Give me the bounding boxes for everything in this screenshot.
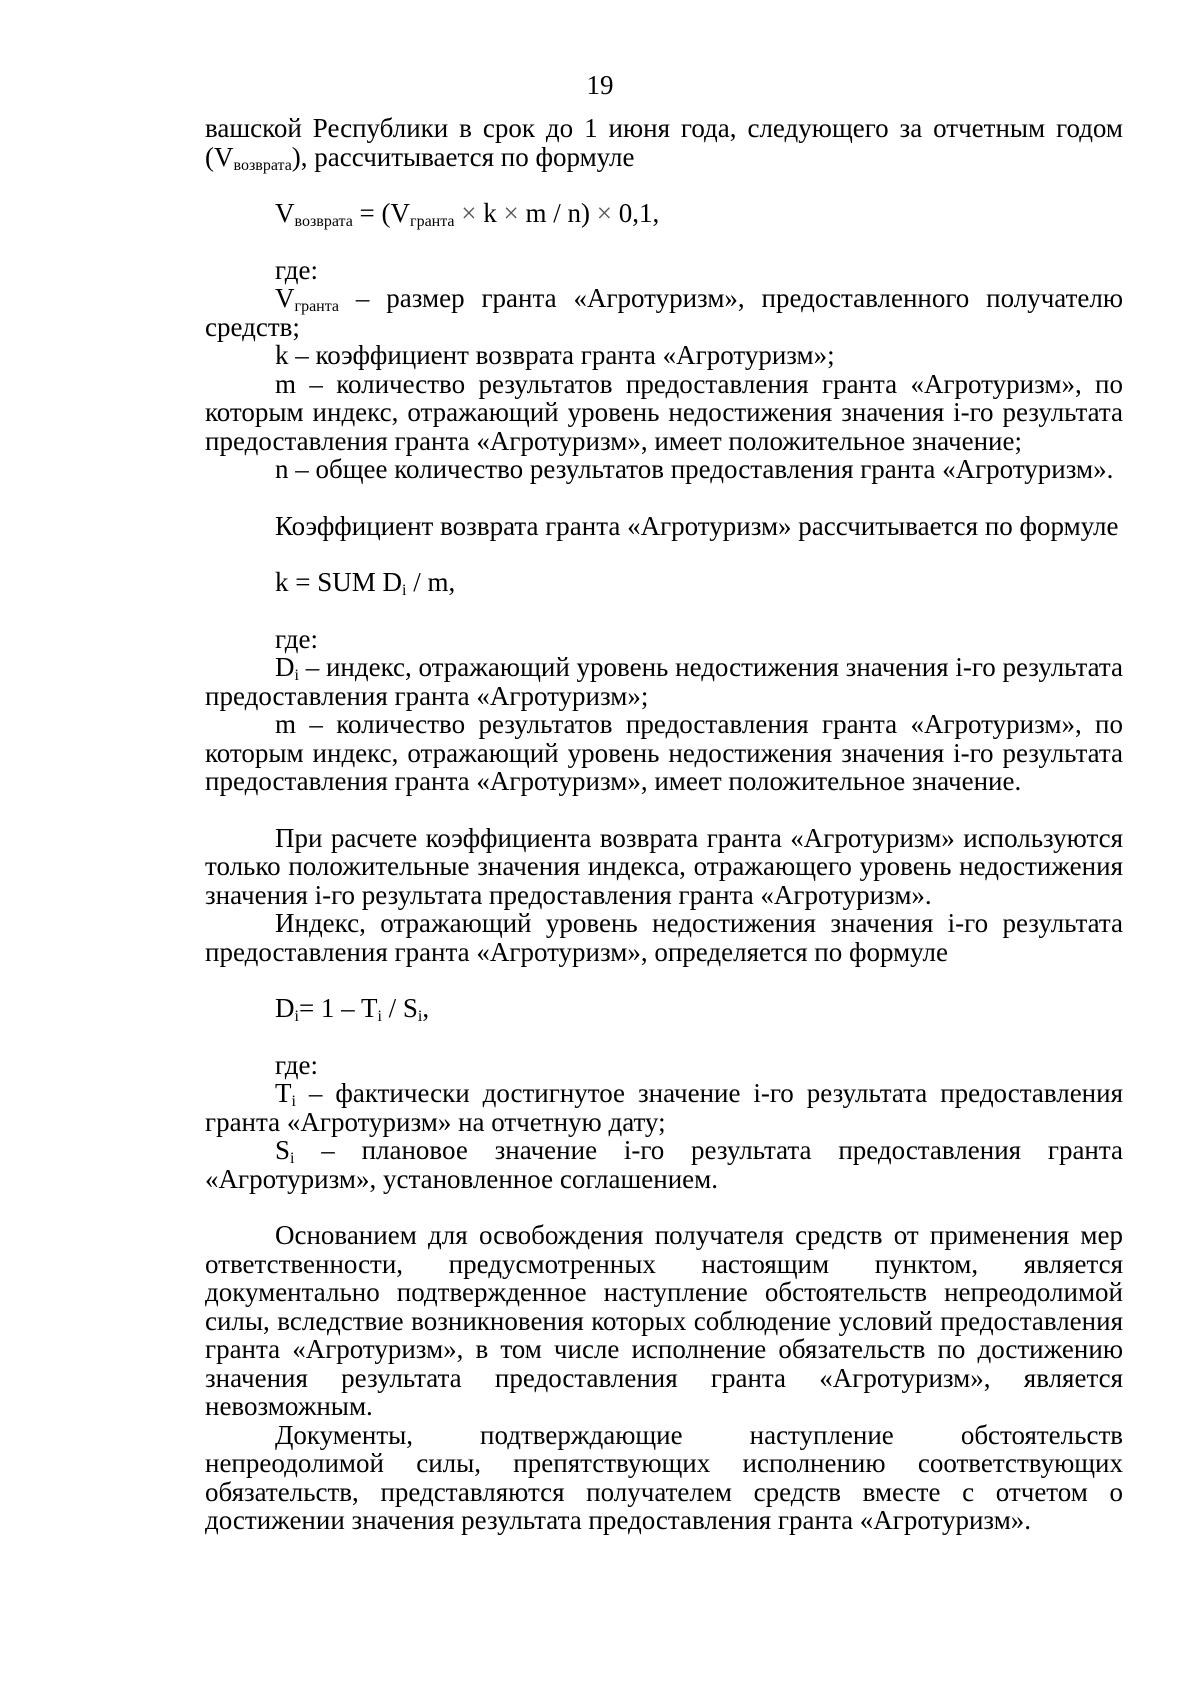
t-definition bbox=[205, 1079, 1123, 1136]
d-subscript: i bbox=[294, 667, 299, 684]
s-symbol: S bbox=[275, 1135, 291, 1165]
vgrant-text: – размер гранта «Агротуризм», предоставленного получателю средств; bbox=[205, 283, 1123, 342]
where-label-3: где: bbox=[275, 1049, 318, 1080]
coefficient-intro: Коэффициент возврата гранта «Агротуризм» рассчитывается по формуле bbox=[275, 510, 1119, 541]
intro-paragraph bbox=[205, 113, 1123, 174]
k-definition: k – коэффициент возврата гранта «Агротуризм»; bbox=[275, 340, 835, 370]
where-label-1: где: bbox=[275, 254, 318, 285]
m-definition-1: m – количество результатов предоставления гранта «Агротуризм», по которым индекс, отражающий уровень недостижения значения i-го результата предоставления гранта «Агротуризм», имеет положительное значение; bbox=[205, 368, 1123, 456]
formula3-t-subscript: i bbox=[377, 1008, 382, 1025]
formula3-d-subscript: i bbox=[294, 1008, 299, 1025]
formula-return-amount bbox=[205, 199, 1123, 228]
formula1-times-3: × bbox=[590, 198, 619, 228]
formula-index bbox=[205, 994, 1123, 1023]
t-subscript: i bbox=[291, 1093, 296, 1110]
positive-values-paragraph: При расчете коэффициента возврата гранта «Агротуризм» используются только положительные значения индекса, отражающего уровень недостижения значения i-го результата предоставления гранта «Агротуризм». bbox=[205, 822, 1123, 910]
formula2-tail: / m, bbox=[406, 567, 456, 597]
index-paragraph: Индекс, отражающий уровень недостижения значения i-го результата предоставления гранта «Агротуризм», определяется по формуле bbox=[205, 908, 1123, 967]
documents-paragraph: Документы, подтверждающие наступление обстоятельств непреодолимой силы, препятствующих исполнению соответствующих обязательств, представляются получателем средств вместе с отчетом о достижении значения результата предоставления гранта «Агротуризм». bbox=[205, 1419, 1123, 1535]
formula3-mid: = 1 – T bbox=[298, 993, 378, 1023]
s-subscript: i bbox=[290, 1150, 295, 1167]
formula1-tail: 0,1, bbox=[618, 198, 660, 228]
formula1-v-subscript: возврата bbox=[294, 213, 353, 230]
d-symbol: D bbox=[275, 652, 295, 682]
intro-tail: ), рассчитывается по формуле bbox=[291, 141, 635, 172]
formula-coefficient bbox=[205, 568, 1123, 597]
formula1-times-2: × bbox=[496, 198, 526, 228]
formula1-grant-subscript: гранта bbox=[410, 213, 455, 230]
formula1-eq: = (V bbox=[352, 198, 411, 228]
page-number: 19 bbox=[586, 70, 614, 100]
document-body bbox=[205, 114, 1123, 1535]
m-definition-2: m – количество результатов предоставления гранта «Агротуризм», по которым индекс, отражающий уровень недостижения значения i-го результата предоставления гранта «Агротуризм», имеет положительное значение. bbox=[205, 709, 1123, 796]
formula2-subscript: i bbox=[402, 582, 407, 599]
formula1-times-1: × bbox=[454, 198, 484, 228]
vgrant-symbol: V bbox=[275, 283, 295, 313]
formula3-tail: , bbox=[422, 993, 430, 1023]
formula2-head: k = SUM D bbox=[275, 567, 402, 597]
t-text: – фактически достигнутое значение i-го результата предоставления гранта «Агротуризм» на отчетную дату; bbox=[205, 1078, 1123, 1137]
intro-subscript: возврата bbox=[233, 156, 292, 174]
t-symbol: T bbox=[275, 1078, 292, 1108]
intro-text: вашской Республики в срок до 1 июня года, следующего за отчетным годом (V bbox=[205, 113, 1123, 172]
formula3-d: D bbox=[275, 993, 295, 1023]
s-text: – плановое значение i-го результата предоставления гранта «Агротуризм», установленное соглашением. bbox=[205, 1135, 1123, 1194]
s-definition bbox=[205, 1136, 1123, 1193]
d-definition bbox=[205, 653, 1123, 710]
formula1-mn: m / n) bbox=[525, 198, 590, 228]
vgrant-subscript: гранта bbox=[294, 298, 340, 315]
where-label-2: где: bbox=[275, 623, 318, 654]
d-text: – индекс, отражающий уровень недостижения значения i-го результата предоставления гранта «Агротуризм»; bbox=[205, 652, 1123, 711]
n-definition: n – общее количество результатов предоставления гранта «Агротуризм». bbox=[275, 454, 1114, 484]
formula3-slash: / S bbox=[381, 993, 418, 1023]
basis-paragraph: Основанием для освобождения получателя средств от применения мер ответственности, предусмотренных настоящим пунктом, является документально подтвержденное наступление обстоятельств непреодолимой силы, вследствие возникновения которых соблюдение условий предоставления гранта «Агротуризм», в том числе исполнение обязательств по достижению значения результата предоставления гранта «Агротуризм», является невозможным. bbox=[205, 1220, 1123, 1421]
formula1-v: V bbox=[275, 198, 295, 228]
formula1-k: k bbox=[483, 198, 497, 228]
formula3-s-subscript: i bbox=[417, 1008, 423, 1025]
vgrant-definition bbox=[205, 284, 1123, 341]
